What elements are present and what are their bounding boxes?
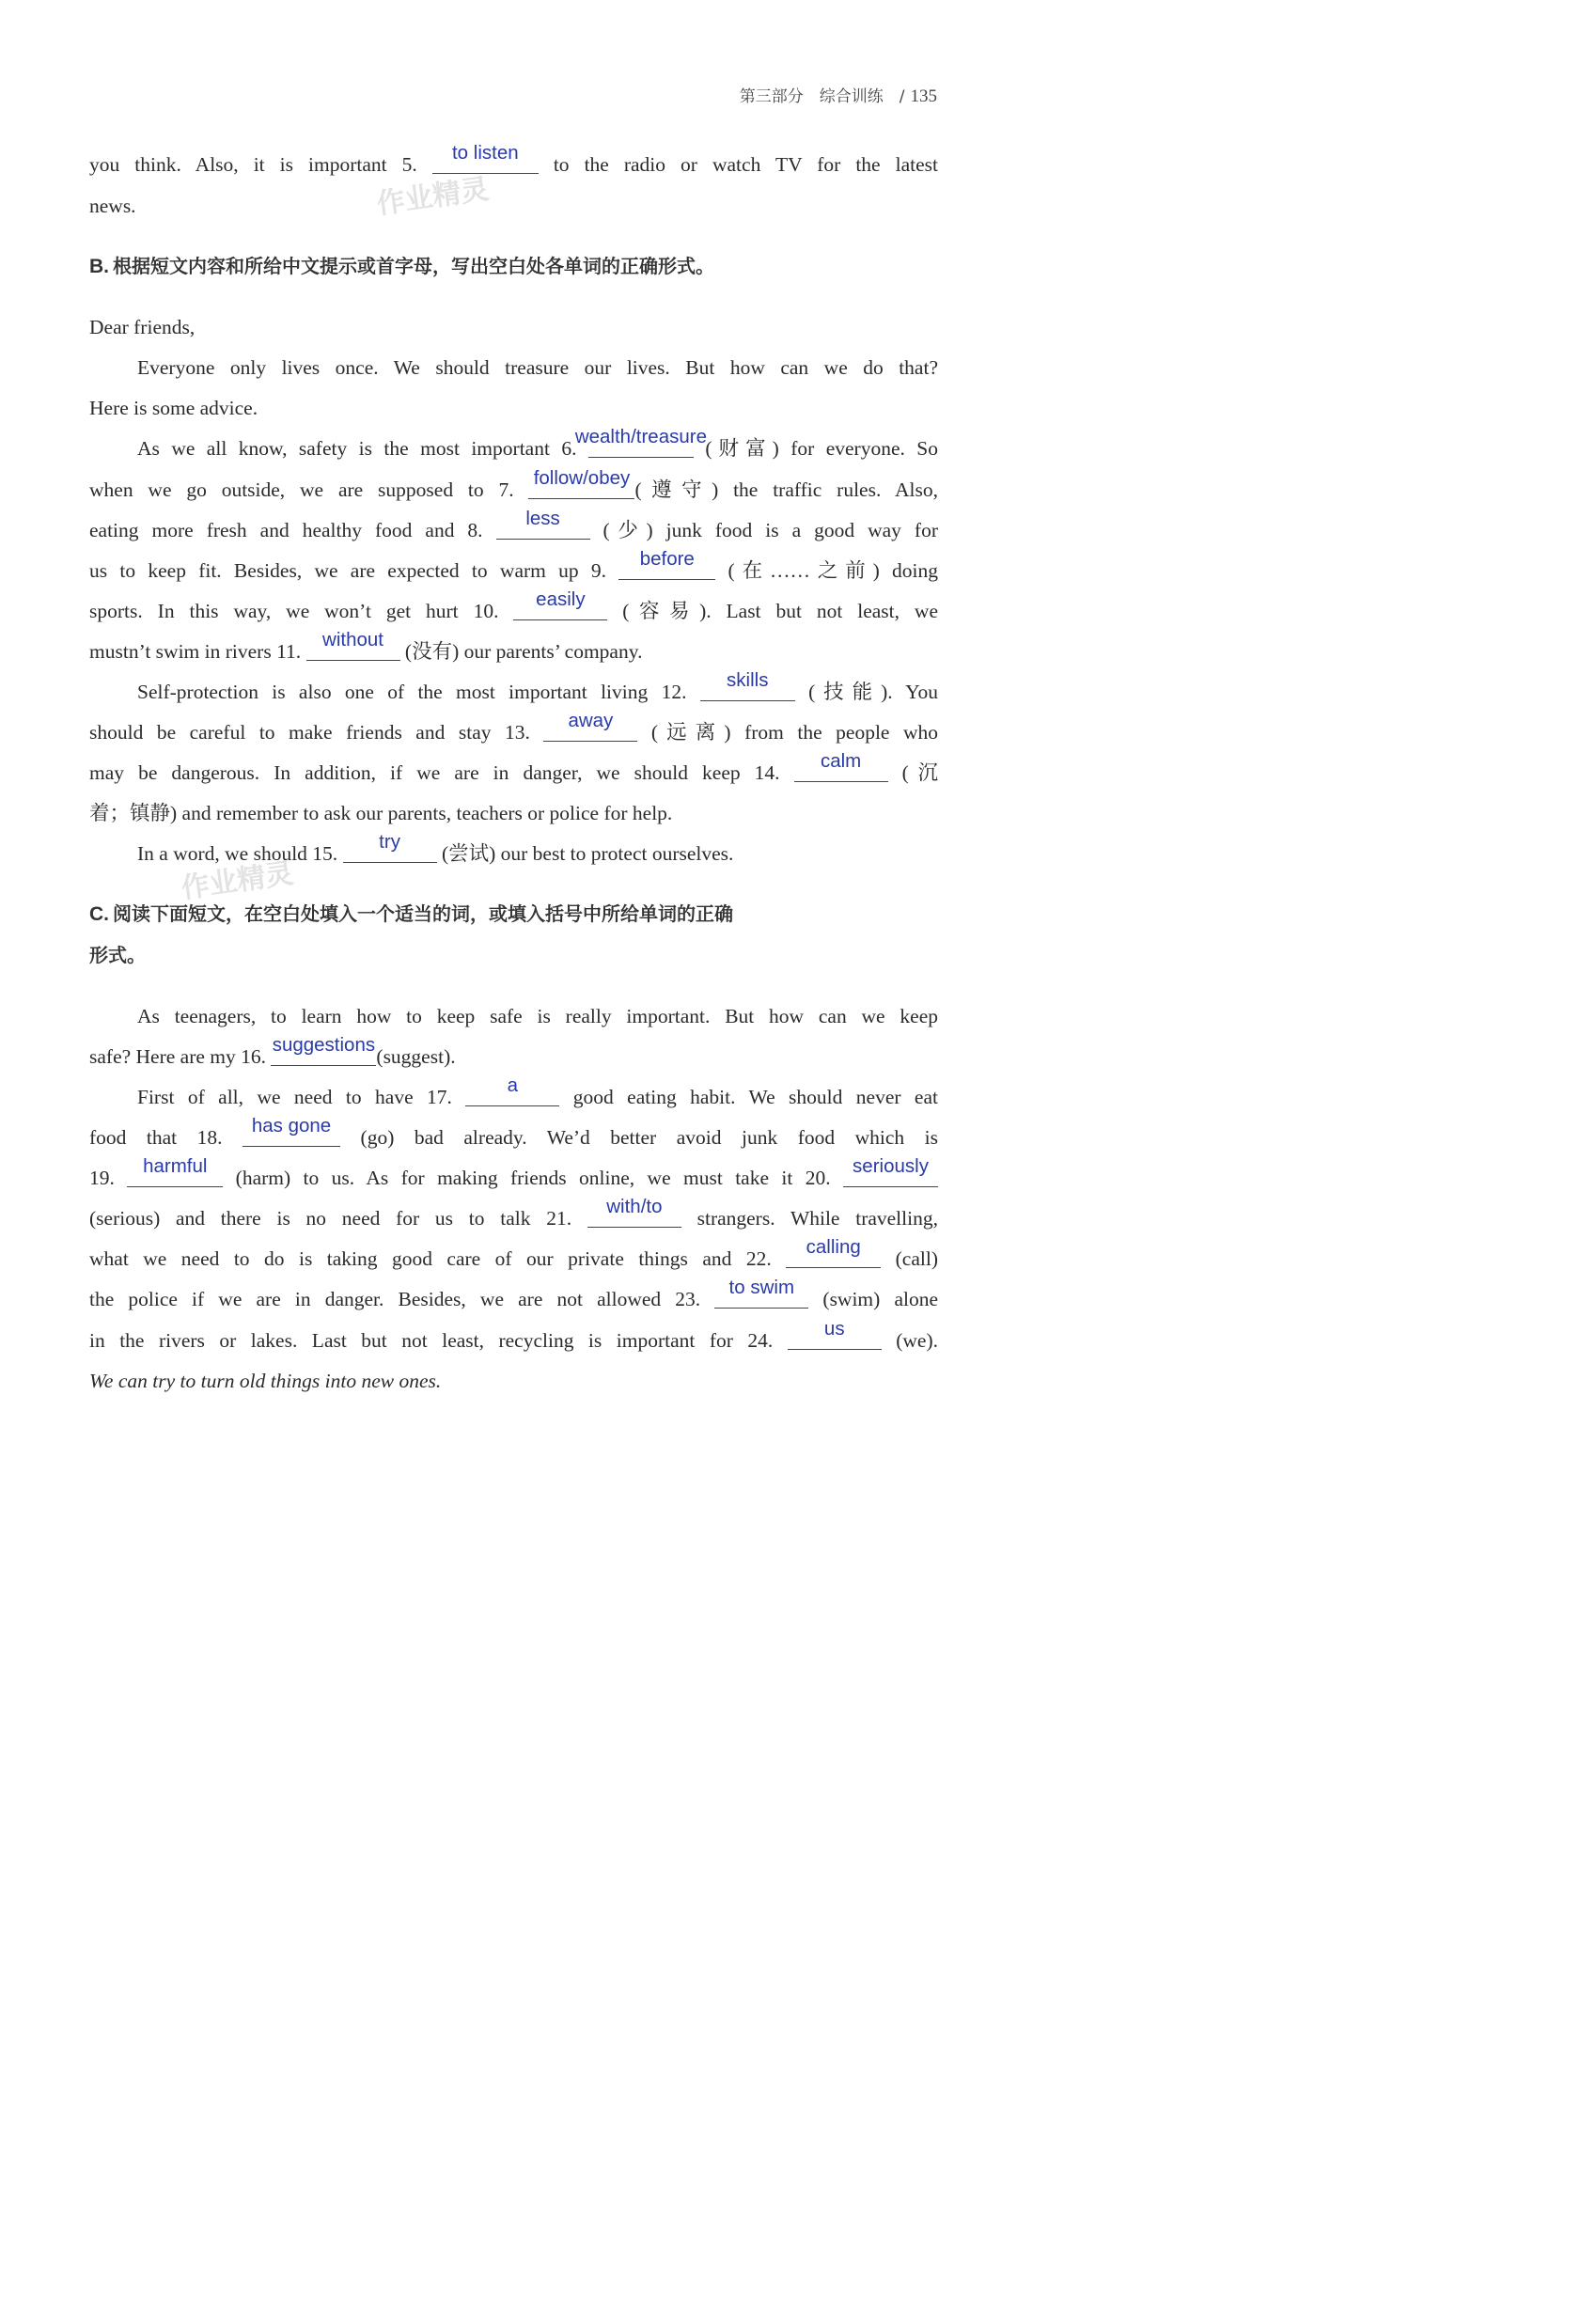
answer-blank xyxy=(543,710,637,742)
answer-blank xyxy=(127,1155,223,1187)
answer-20: seriously xyxy=(853,1155,929,1177)
answer-blank xyxy=(714,1277,808,1309)
answer-23: to swim xyxy=(728,1277,795,1298)
watermark: 作业精灵 xyxy=(374,172,492,222)
text-line: In a word, we should 15. try (尝试) our best to protect ourselves. xyxy=(137,839,938,868)
answer-15: try xyxy=(379,831,400,853)
watermark: 作业精灵 xyxy=(179,856,296,906)
text-line: Self-protection is also one of the most important living 12. skills (技能). You xyxy=(137,678,938,706)
text-line: We can try to turn old things into new ones. xyxy=(89,1370,442,1392)
answer-blank xyxy=(700,669,795,701)
text-line: As teenagers, to learn how to keep safe is really important. But how can we keep xyxy=(137,1005,938,1027)
answer-blank xyxy=(306,629,400,661)
text-line: should be careful to make friends and stay 13. away (远离) from the people who xyxy=(89,718,938,746)
page-number: 135 xyxy=(910,86,937,106)
answer-blank xyxy=(618,548,715,580)
answer-blank xyxy=(513,588,607,620)
answer-7: follow/obey xyxy=(533,467,631,489)
page-header xyxy=(740,83,937,107)
answer-22: calling xyxy=(806,1236,861,1258)
header-section: 第三部分 综合训练 / xyxy=(739,87,905,106)
answer-blank xyxy=(843,1155,938,1187)
answer-blank xyxy=(788,1318,882,1350)
answer-blank xyxy=(271,1034,376,1066)
answer-13: away xyxy=(568,710,614,731)
text-line: First of all, we need to have 17. a good eating habit. We should never eat xyxy=(137,1083,938,1111)
text-line: the police if we are in danger. Besides, we are not allowed 23. to swim (swim) alone xyxy=(89,1285,938,1313)
text-line: 19. harmful (harm) to us. As for making friends online, we must take it 20. seriously xyxy=(89,1164,938,1192)
text-line: in the rivers or lakes. Last but not least, recycling is important for 24. us (we). xyxy=(89,1326,938,1355)
section-c-heading: C. 阅读下面短文，在空白处填入一个适当的词，或填入括号中所给单词的正确 xyxy=(89,902,733,925)
text-line: food that 18. has gone (go) bad already. We’d better avoid junk food which is xyxy=(89,1123,938,1152)
answer-blank xyxy=(528,467,634,499)
text-line: Here is some advice. xyxy=(89,397,258,419)
answer-6: wealth/treasure xyxy=(574,426,707,447)
answer-10: easily xyxy=(536,588,586,610)
answer-blank xyxy=(786,1236,881,1268)
answer-17: a xyxy=(507,1074,519,1096)
text-line: safe? Here are my 16. suggestions (suggest). xyxy=(89,1042,938,1071)
greeting: Dear friends, xyxy=(89,316,196,338)
text-line: Everyone only lives once. We should treasure our lives. But how can we do that? xyxy=(137,356,938,379)
answer-8: less xyxy=(525,508,560,529)
text-line: what we need to do is taking good care of our private things and 22. calling (call) xyxy=(89,1245,938,1273)
answer-14: calm xyxy=(820,750,862,772)
answer-blank xyxy=(432,142,539,174)
answer-12: skills xyxy=(727,669,769,691)
answer-blank xyxy=(243,1115,340,1147)
answer-blank xyxy=(496,508,590,540)
text-line: news. xyxy=(89,195,136,217)
answer-blank xyxy=(465,1074,559,1106)
workbook-page xyxy=(0,0,1018,1473)
section-b-heading: B. 根据短文内容和所给中文提示或首字母，写出空白处各单词的正确形式。 xyxy=(89,255,714,277)
text-line: mustn’t swim in rivers 11. without (没有) our parents’ company. xyxy=(89,637,938,666)
answer-19: harmful xyxy=(143,1155,208,1177)
answer-11: without xyxy=(322,629,384,650)
answer-blank xyxy=(794,750,888,782)
answer-16: suggestions xyxy=(272,1034,376,1056)
answer-5: to listen xyxy=(451,142,519,164)
text-line: when we go outside, we are supposed to 7. follow/obey (遵守) the traffic rules. Also, xyxy=(89,476,938,504)
text-line: sports. In this way, we won’t get hurt 10. easily (容易). Last but not least, we xyxy=(89,597,938,625)
answer-blank xyxy=(343,831,437,863)
text-line: (serious) and there is no need for us to talk 21. with/to strangers. While travelling, xyxy=(89,1204,938,1232)
answer-24: us xyxy=(823,1318,845,1340)
answer-blank xyxy=(587,1196,681,1228)
text-line: you think. Also, it is important 5. to listen to the radio or watch TV for the latest xyxy=(89,150,938,179)
section-c-heading-cont: 形式。 xyxy=(89,944,146,966)
text-line: As we all know, safety is the most important 6. wealth/treasure (财富) for everyone. So xyxy=(137,434,938,462)
answer-21: with/to xyxy=(606,1196,663,1217)
answer-9: before xyxy=(639,548,695,570)
text-line: us to keep fit. Besides, we are expected to warm up 9. before (在……之前) doing xyxy=(89,556,938,585)
answer-blank xyxy=(574,426,707,458)
text-line: eating more fresh and healthy food and 8. less (少) junk food is a good way for xyxy=(89,516,938,544)
text-line: may be dangerous. In addition, if we are in danger, we should keep 14. calm (沉 xyxy=(89,759,938,787)
answer-18: has gone xyxy=(251,1115,332,1136)
text-line: 着；镇静) and remember to ask our parents, teachers or police for help. xyxy=(89,802,673,824)
